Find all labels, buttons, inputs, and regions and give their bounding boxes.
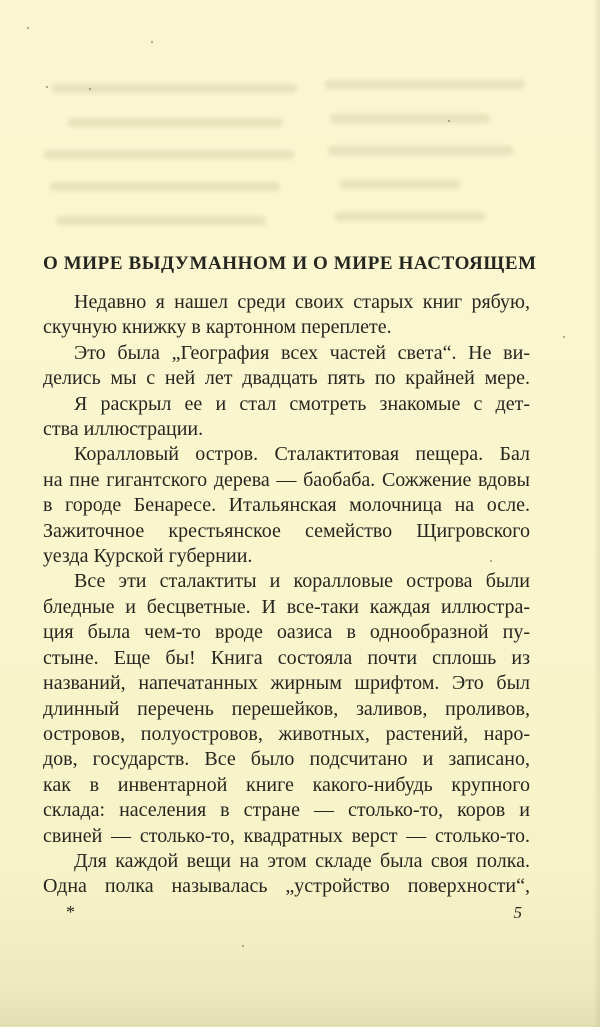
bleed-smudge bbox=[56, 216, 266, 225]
text-line: как в инвентарной книге какого-нибудь крупного bbox=[43, 773, 530, 796]
text-line: делись мы с ней лет двадцать пять по крайней мере. bbox=[43, 367, 530, 390]
text-line: Все эти сталактиты и коралловые острова были bbox=[74, 570, 530, 593]
text-line: бледные и бесцветные. И все-таки каждая иллюстра- bbox=[43, 595, 530, 618]
text-line: названий, напечатанных жирным шрифтом. Это был bbox=[43, 672, 530, 695]
text-line: на пне гигантского дерева — баобаба. Сожжение вдовы bbox=[43, 468, 530, 491]
text-line: Это была „География всех частей света“. Не ви- bbox=[74, 341, 530, 364]
text-line: Для каждой вещи на этом складе была своя полка. bbox=[74, 849, 530, 872]
text-line: скучную книжку в картонном переплете. bbox=[43, 316, 392, 339]
chapter-title: О МИРЕ ВЫДУМАННОМ И О МИРЕ НАСТОЯЩЕМ bbox=[43, 253, 537, 274]
bleed-through-ghost-text bbox=[40, 70, 550, 230]
paper-speck bbox=[242, 945, 244, 947]
bleed-smudge bbox=[50, 182, 280, 191]
text-line: свиней — столько-то, квадратных верст — столько-то. bbox=[43, 824, 530, 847]
bleed-smudge bbox=[44, 150, 294, 159]
page-footer bbox=[43, 903, 530, 923]
bleed-smudge bbox=[328, 146, 513, 155]
paper-speck bbox=[448, 120, 450, 122]
paper-speck bbox=[27, 27, 29, 29]
text-line: Недавно я нашел среди своих старых книг рябую, bbox=[74, 291, 530, 313]
bleed-smudge bbox=[340, 180, 460, 189]
text-line: ства иллюстрации. bbox=[43, 418, 204, 441]
bleed-smudge bbox=[335, 212, 485, 221]
paper-speck bbox=[563, 336, 565, 338]
text-line: островов, полуостровов, животных, растений, наро- bbox=[43, 722, 530, 745]
paper-speck bbox=[89, 88, 91, 90]
paper-speck bbox=[46, 86, 48, 88]
bleed-smudge bbox=[325, 80, 525, 89]
text-line: стыне. Еще бы! Книга состояла почти сплошь из bbox=[43, 646, 530, 669]
footnote-asterisk: * bbox=[66, 901, 75, 922]
text-line: Одна полка называлась „устройство поверхности“, bbox=[43, 875, 530, 898]
text-line: склада: населения в стране — столько-то, коров и bbox=[43, 799, 530, 822]
printed-text-block bbox=[43, 253, 537, 923]
paper-speck bbox=[151, 41, 153, 43]
text-line: уезда Курской губернии. bbox=[43, 545, 253, 568]
text-line: длинный перечень перешейков, заливов, проливов, bbox=[43, 697, 530, 720]
page-number: 5 bbox=[513, 902, 522, 922]
text-line: в городе Бенаресе. Итальянская молочница на осле. bbox=[43, 494, 530, 517]
bleed-smudge bbox=[68, 118, 283, 127]
text-line: Коралловый остров. Сталактитовая пещера. Бал bbox=[74, 443, 530, 466]
text-line: ция была чем-то вроде оазиса в однообразной пу- bbox=[43, 621, 530, 644]
text-line: Я раскрыл ее и стал смотреть знакомые с дет- bbox=[74, 392, 530, 415]
text-line: Зажиточное крестьянское семейство Щигровского bbox=[43, 519, 530, 542]
text-line: дов, государств. Все было подсчитано и записано, bbox=[43, 748, 530, 771]
bleed-smudge bbox=[330, 114, 490, 123]
